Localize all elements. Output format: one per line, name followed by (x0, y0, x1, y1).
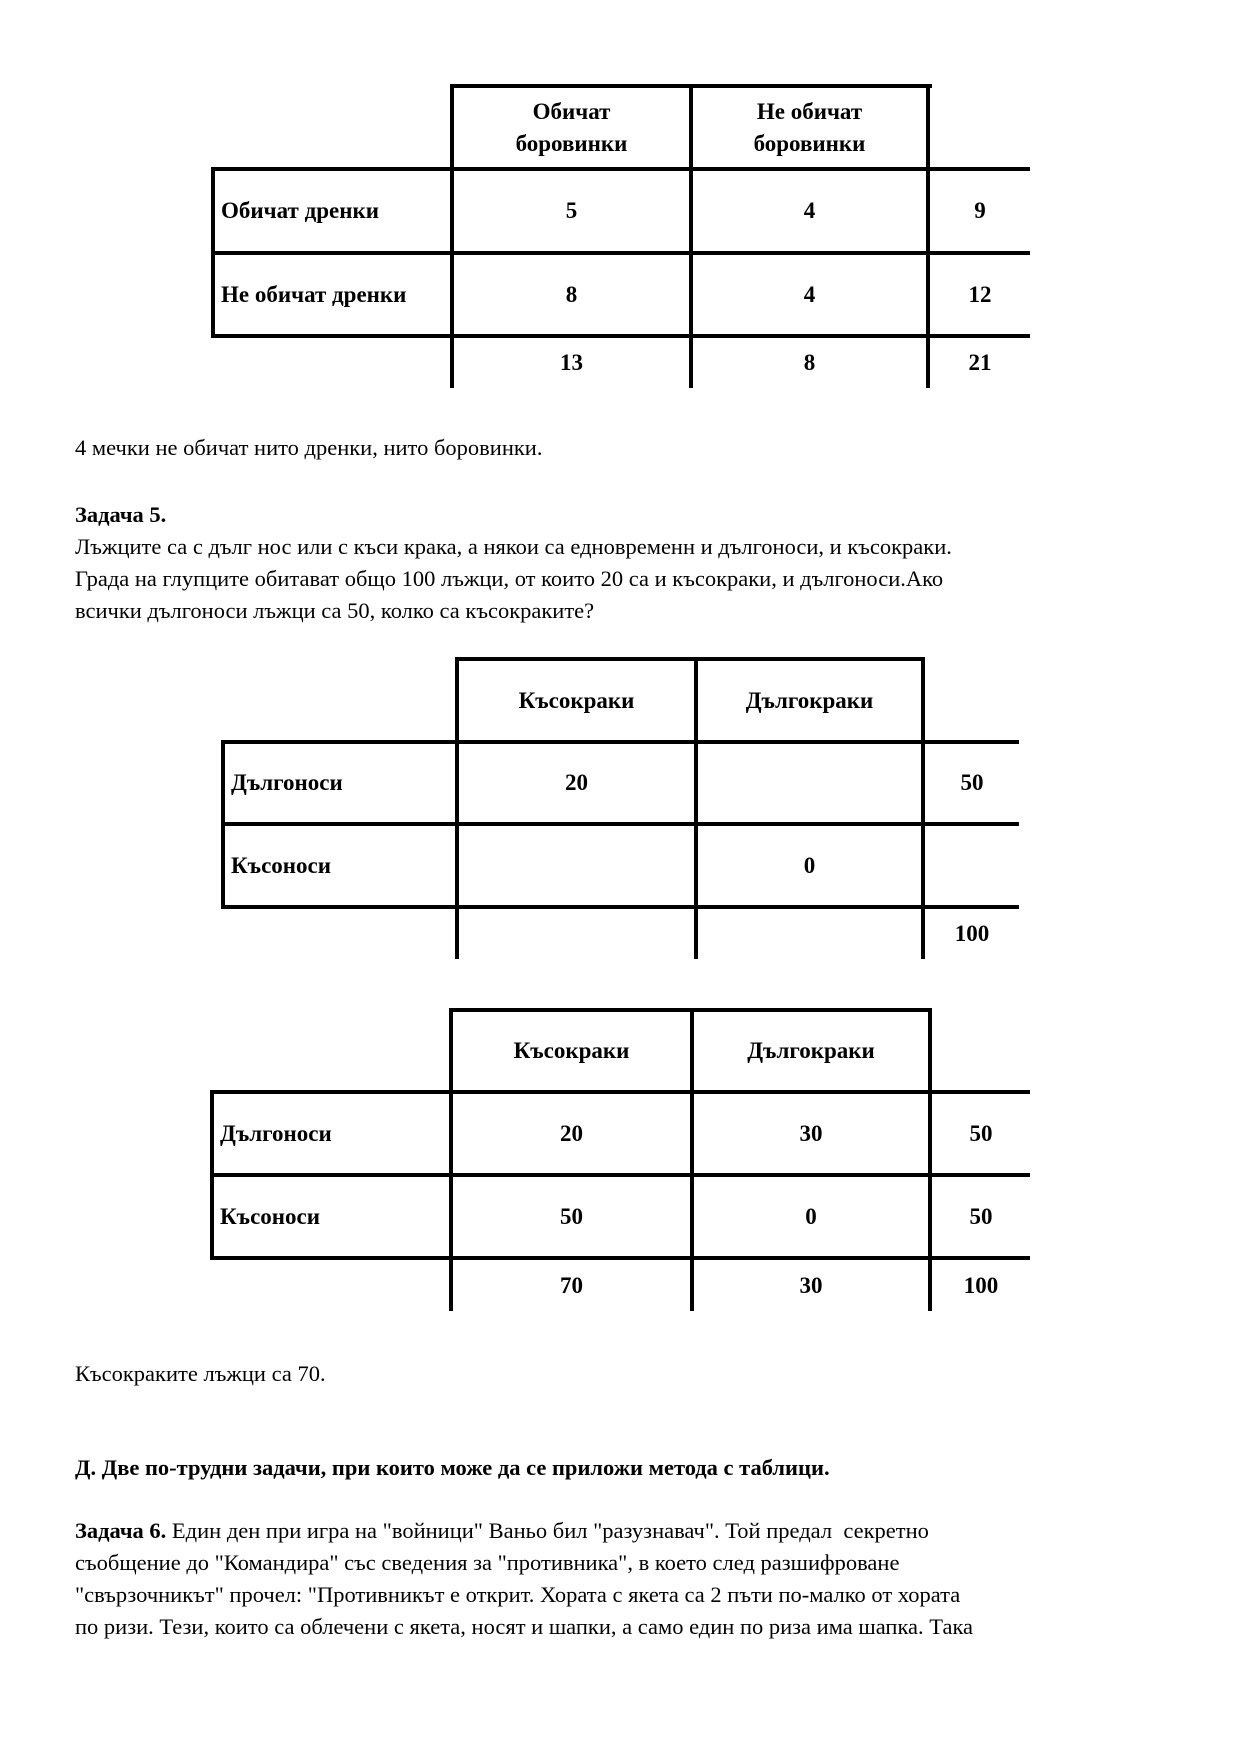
task-5-line: всички дългоноси лъжци са 50, колко са късокраките? (75, 598, 595, 623)
table-cell: 20 (565, 770, 588, 796)
column-header: Дългокраки (745, 687, 874, 713)
task-6-text: Един ден при игра на "войници" Ваньо бил "разузнавач". Той предал секретно (166, 1518, 929, 1543)
grand-total: 100 (954, 921, 990, 947)
answer-task-5: Късокраките лъжци са 70. (75, 1361, 326, 1386)
grand-total: 21 (968, 350, 992, 376)
column-total: 13 (560, 350, 583, 376)
column-header (693, 88, 926, 167)
column-total: 70 (560, 1272, 583, 1298)
task-5-title: Задача 5. (75, 502, 167, 527)
table-cell: 5 (565, 198, 578, 224)
column-header (454, 88, 689, 167)
row-total: 9 (974, 198, 986, 224)
column-header: Късокраки (518, 687, 635, 713)
column-total (459, 909, 694, 959)
table-cell: 20 (560, 1120, 583, 1146)
table-cell: 8 (565, 281, 578, 307)
row-label: Късоноси (231, 852, 332, 878)
header-line: боровинки (515, 130, 628, 156)
task-6-line: по ризи. Тези, които са облечени с якета, носят и шапки, а само един по риза има шапка. Така (75, 1614, 974, 1639)
row-label: Обичат дренки (221, 198, 379, 224)
task-6-line: съобщение до "Командира" със сведения за "противника", в което след разшифроване (75, 1550, 900, 1575)
column-header: Късокраки (513, 1038, 630, 1064)
row-total: 50 (960, 770, 984, 796)
header-line: боровинки (753, 130, 866, 156)
table-cell: 50 (560, 1203, 583, 1229)
task-6-first-line (75, 1515, 1195, 1548)
task-5-line: Лъжците са с дълг нос или с къси крака, а някои са едновременн и дългоноси, и късокраки. (75, 534, 952, 559)
table-cell: 4 (803, 198, 816, 224)
table-cell (698, 744, 921, 822)
row-label: Не обичат дренки (221, 281, 407, 307)
table-cell: 30 (799, 1120, 823, 1146)
row-total: 50 (969, 1203, 993, 1229)
grand-total: 100 (963, 1272, 999, 1298)
column-total: 30 (799, 1272, 823, 1298)
column-header: Дългокраки (747, 1038, 875, 1064)
task-5-line: Града на глупците обитават общо 100 лъжци, от които 20 са и късокраки, и дългоноси.Ако (75, 566, 944, 591)
table-cell: 4 (803, 281, 816, 307)
task-6-title: Задача 6. (75, 1518, 167, 1543)
table-cell: 0 (803, 852, 816, 878)
column-total: 8 (803, 350, 816, 376)
answer-task-4: 4 мечки не обичат нито дренки, нито боровинки. (75, 435, 543, 460)
row-label: Късоноси (220, 1203, 321, 1229)
table-cell (459, 826, 694, 905)
task-6-line: "свързочникът" прочел: "Противникът е открит. Хората с якета са 2 пъти по-малко от хората (75, 1582, 961, 1607)
row-total: 12 (968, 281, 992, 307)
header-line: Обичат (532, 99, 611, 125)
row-total: 50 (969, 1120, 993, 1146)
row-label: Дългоноси (231, 770, 343, 796)
row-total (925, 826, 1019, 905)
table-cell: 0 (805, 1203, 817, 1229)
header-line: Не обичат (756, 99, 863, 125)
column-total (698, 909, 921, 959)
section-d-heading: Д. Две по-трудни задачи, при които може да се приложи метода с таблици. (75, 1455, 830, 1480)
row-label: Дългоноси (220, 1120, 332, 1146)
